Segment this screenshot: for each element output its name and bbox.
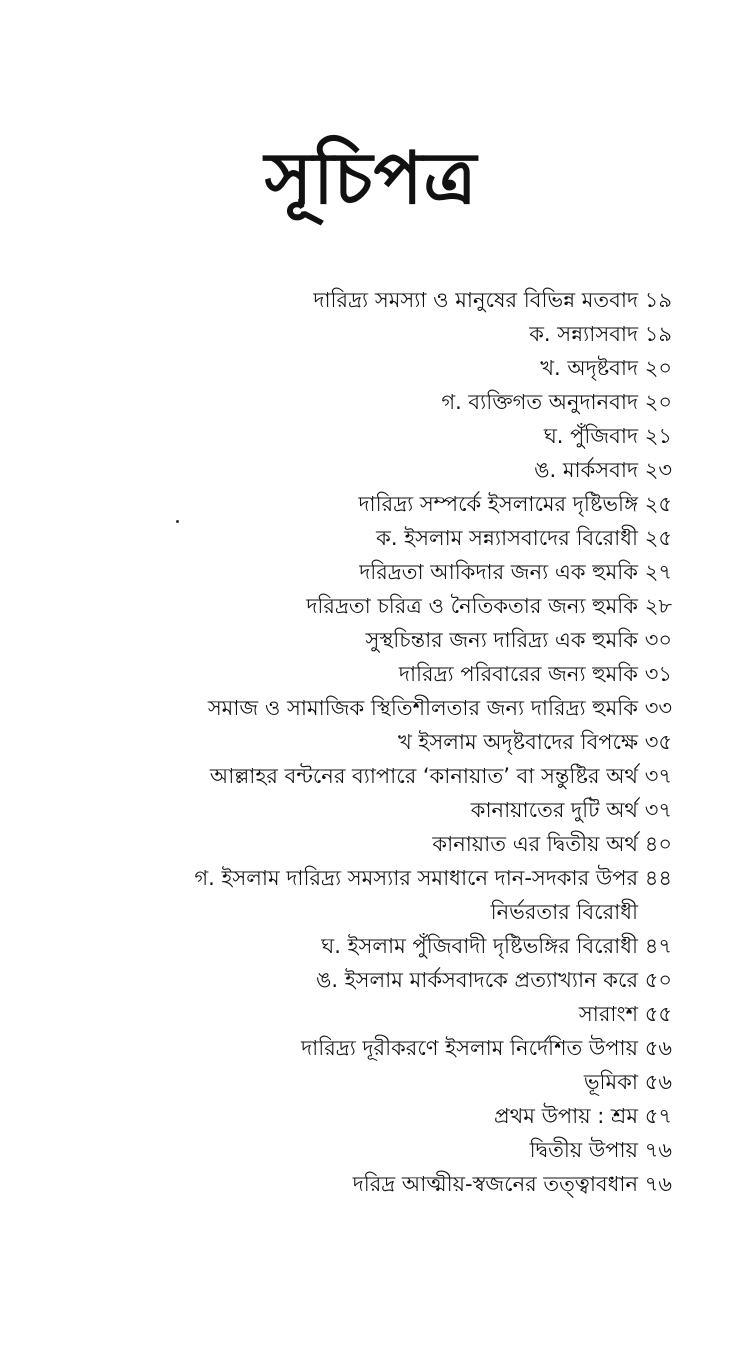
toc-row [0,1166,742,1202]
toc-page-number: ২৫ [644,526,672,550]
toc-entry-text: কানায়াত এর দ্বিতীয় অর্থ [432,832,638,856]
toc-page-number: ২০ [644,356,672,380]
toc-entry-text: গ. ইসলাম দারিদ্র্য সমস্যার সমাধানে দান-সদকার উপর [194,866,638,890]
toc-entry-text: দ্বিতীয় উপায় [529,1138,638,1162]
toc-row [0,1064,742,1100]
toc-entry-text: দরিদ্র আত্মীয়-স্বজনের তত্ত্বাবধান [352,1172,638,1196]
toc-row [0,418,742,454]
toc-row [0,656,742,692]
toc-row [0,486,742,522]
toc-row [0,1030,742,1066]
toc-entry-text: দারিদ্র্য সম্পর্কে ইসলামের দৃষ্টিভঙ্গি [358,492,638,516]
toc-page-number: ২৫ [644,492,672,516]
toc-entry-text: প্রথম উপায় : শ্রম [493,1104,638,1128]
toc-row [0,758,742,794]
toc-page-number: ১৯ [644,288,672,312]
toc-row [0,282,742,318]
toc-entry-text: ক. সন্ন্যাসবাদ [529,322,638,346]
toc-entry-text: ভূমিকা [583,1070,638,1094]
toc-row [0,1098,742,1134]
toc-entry-text: গ. ব্যক্তিগত অনুদানবাদ [441,390,638,414]
toc-row [0,452,742,488]
toc-row [0,622,742,658]
toc-row [0,894,742,930]
toc-page-number: ৫৬ [644,1070,672,1094]
toc-row [0,996,742,1032]
toc-row [0,826,742,862]
toc-page-number: ৩৩ [644,696,672,720]
toc-entry-text: দরিদ্রতা চরিত্র ও নৈতিকতার জন্য হুমকি [306,594,638,618]
toc-row [0,690,742,726]
toc-entry-text: সমাজ ও সামাজিক স্থিতিশীলতার জন্য দারিদ্র্য হুমকি [207,696,638,720]
toc-row [0,554,742,590]
toc-page-number: ৪৪ [644,866,672,890]
toc-row [0,860,742,896]
page-title: সূচিপত্র [264,136,478,220]
toc-row [0,928,742,964]
toc-row [0,384,742,420]
toc-page-number: ৭৬ [644,1172,672,1196]
toc-page-number: ২৭ [644,560,672,584]
toc-page-number: ৫৫ [644,1002,672,1026]
toc-entry-text: দারিদ্র্য সমস্যা ও মানুষের বিভিন্ন মতবাদ [313,288,638,312]
toc-entry-text: দরিদ্রতা আকিদার জন্য এক হুমকি [359,560,638,584]
toc-entry-text: খ ইসলাম অদৃষ্টবাদের বিপক্ষে [397,730,638,754]
toc-page-number: ৩৫ [644,730,672,754]
toc-page-number: ৩৭ [644,798,672,822]
toc-page-number: ১৯ [644,322,672,346]
toc-entry-text: ঙ. মার্কসবাদ [534,458,638,482]
toc-page-number: ৪৭ [644,934,672,958]
toc-row [0,1132,742,1168]
toc-page-number: ৭৬ [644,1138,672,1162]
toc-row [0,316,742,352]
toc-entry-text: ঘ. ইসলাম পুঁজিবাদী দৃষ্টিভঙ্গির বিরোধী [321,934,638,958]
toc-row [0,520,742,556]
toc-page-number: ৫০ [644,968,672,992]
toc-row [0,792,742,828]
toc-row [0,588,742,624]
toc-row [0,350,742,386]
toc-entry-text: খ. অদৃষ্টবাদ [540,356,638,380]
toc-entry-text: কানায়াতের দুটি অর্থ [470,798,638,822]
toc-page-number: ২১ [644,424,672,448]
toc-entry-text: দারিদ্র্য দূরীকরণে ইসলাম নির্দেশিত উপায় [301,1036,638,1060]
toc-entry-text: ঘ. পুঁজিবাদ [543,424,638,448]
toc-page-number: ২৩ [644,458,672,482]
toc-entry-text: ঙ. ইসলাম মার্কসবাদকে প্রত্যাখ্যান করে [315,968,638,992]
toc-row [0,724,742,760]
toc-entry-text: দারিদ্র্য পরিবারের জন্য হুমকি [398,662,638,686]
toc-page-number: ২৮ [644,594,672,618]
toc-entry-text: নির্ভরতার বিরোধী [490,900,638,924]
toc-page-number: ৪০ [644,832,672,856]
toc-page-number: ৫৬ [644,1036,672,1060]
toc-entry-text: ক. ইসলাম সন্ন্যাসবাদের বিরোধী [376,526,638,550]
toc-page-number: ৫৭ [644,1104,672,1128]
toc-page-number: ২০ [644,390,672,414]
toc-entry-text: সুস্থচিন্তার জন্য দারিদ্র্য এক হুমকি [365,628,638,652]
toc-entry-text: সারাংশ [578,1002,638,1026]
toc-page-number: ৩১ [644,662,672,686]
toc-page-number: ৩০ [644,628,672,652]
toc-entry-text: আল্লাহর বন্টনের ব্যাপারে ‘কানায়াত’ বা সন্তুষ্টির অর্থ [209,764,638,788]
toc-row [0,962,742,998]
toc-page-number: ৩৭ [644,764,672,788]
